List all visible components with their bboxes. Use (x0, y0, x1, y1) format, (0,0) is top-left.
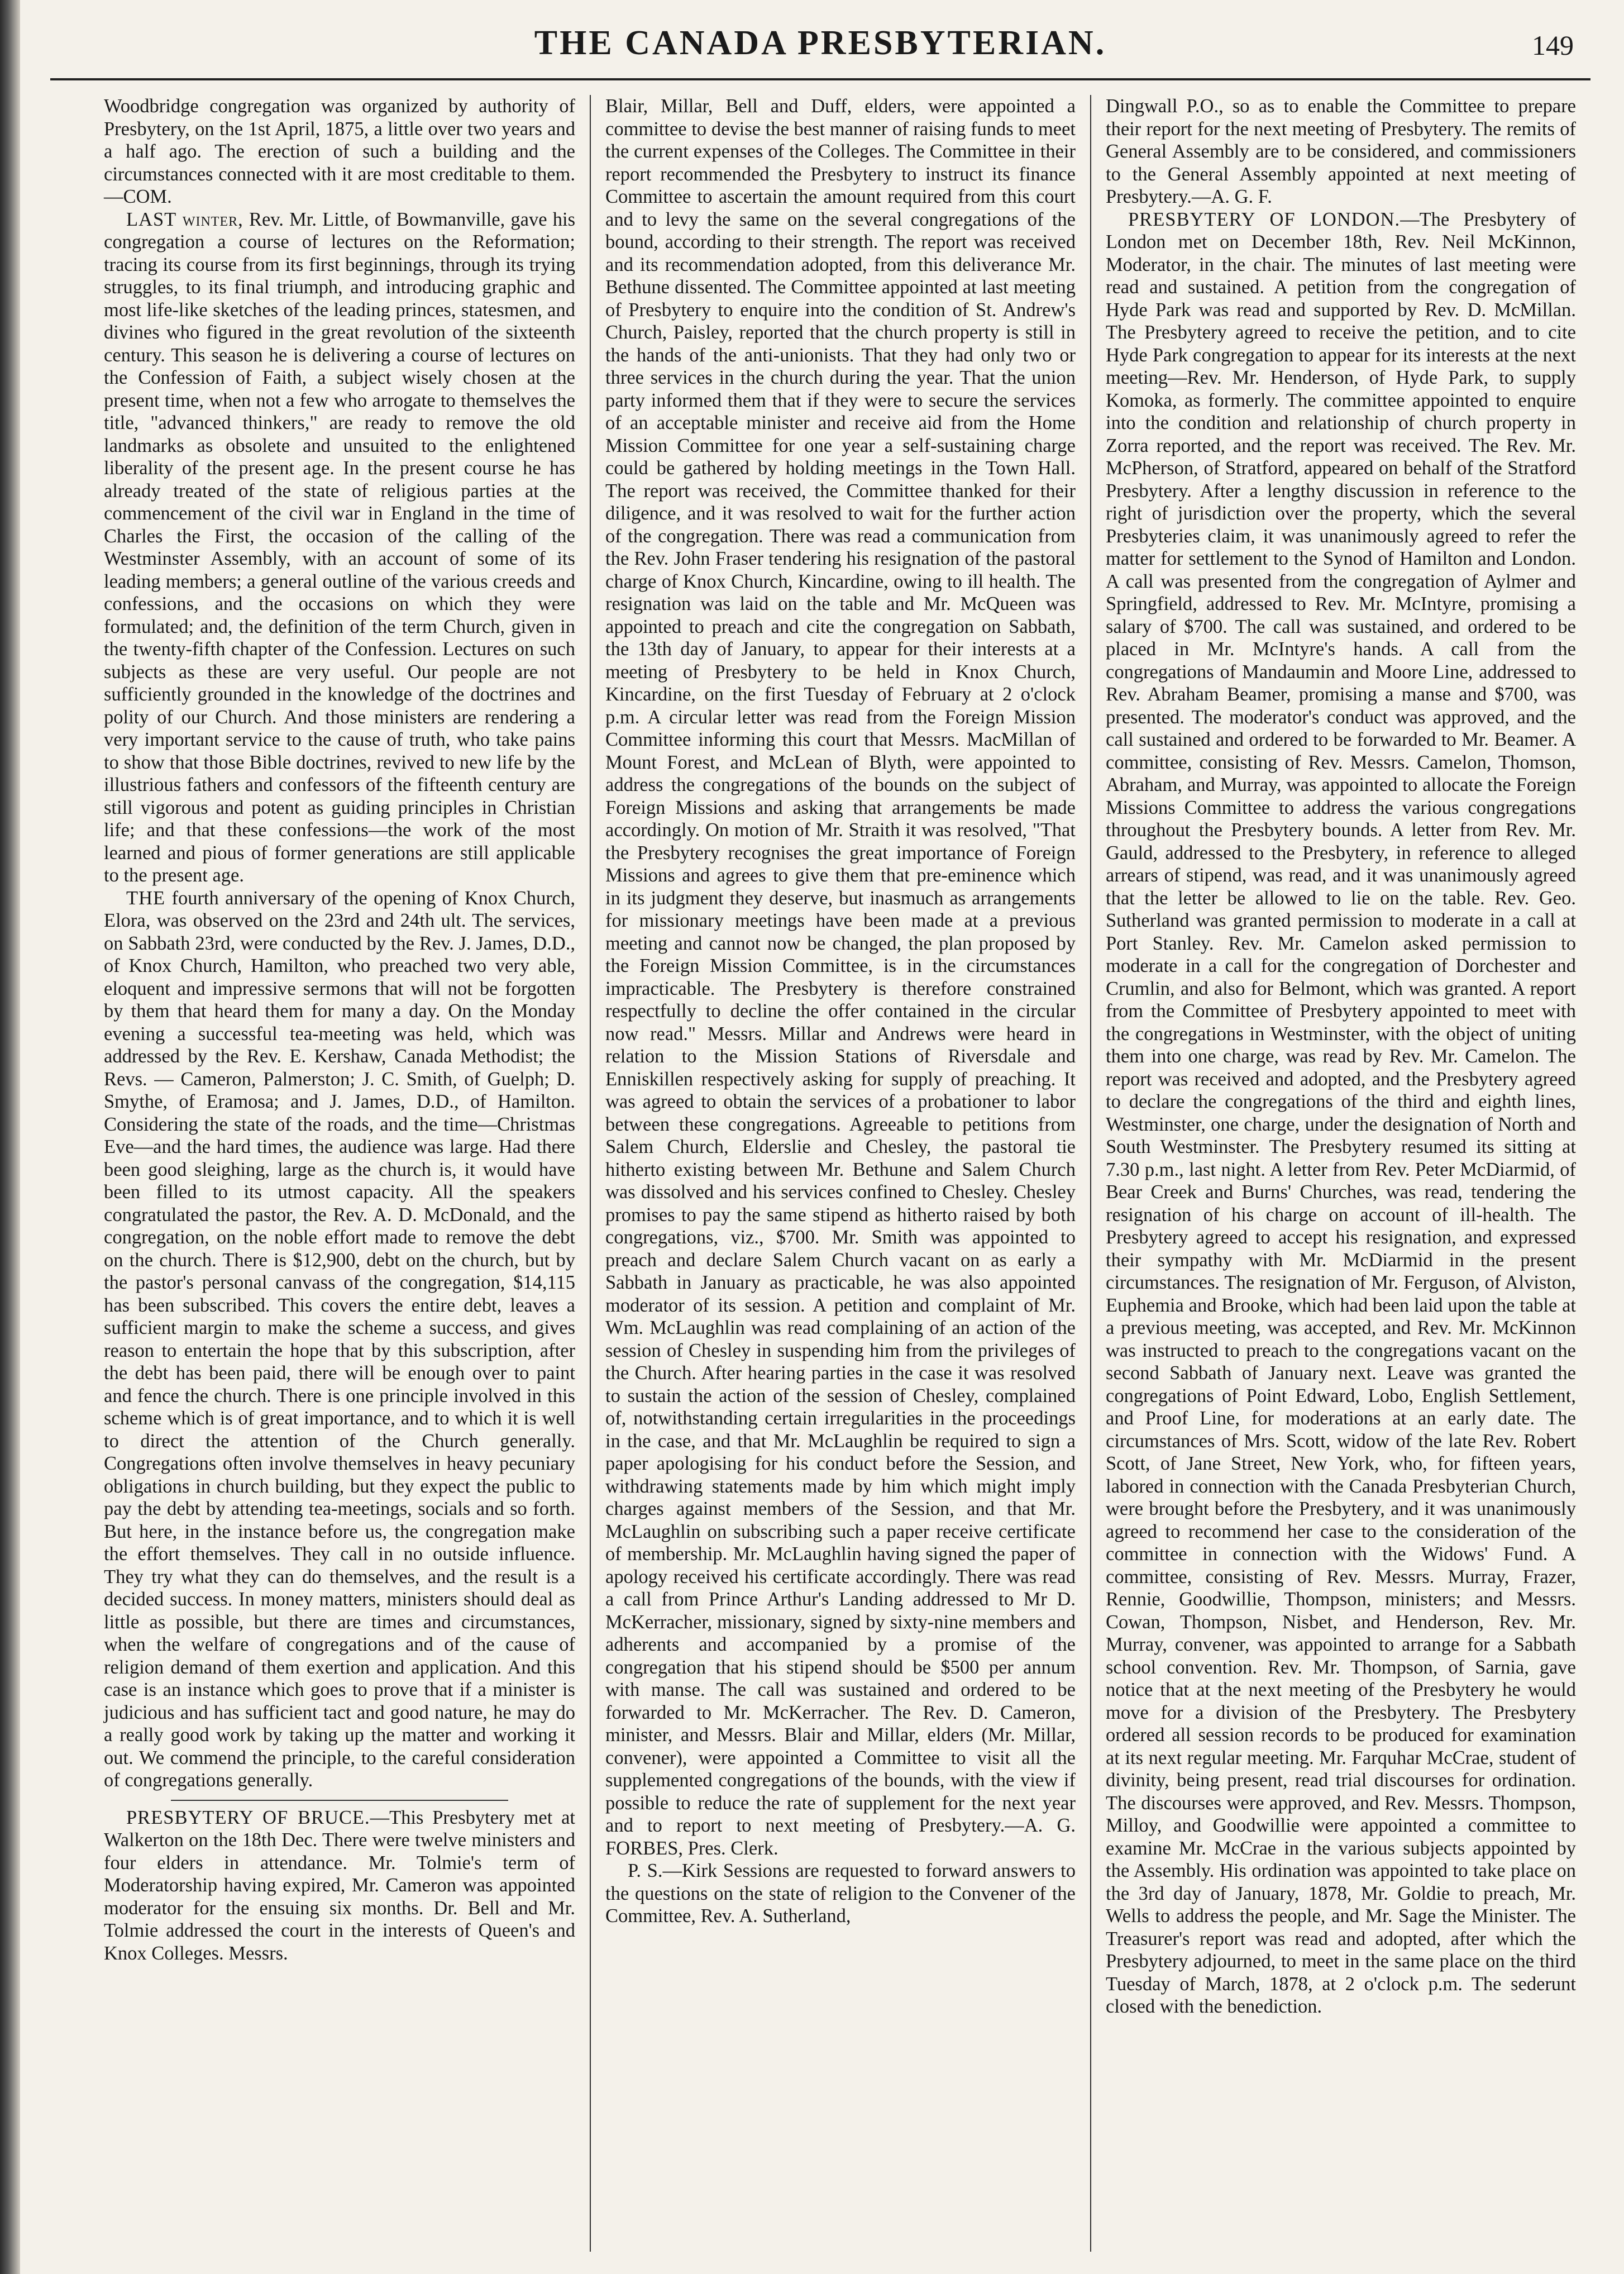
section-divider (171, 1800, 508, 1801)
bowmanville-lectures-paragraph (104, 208, 575, 887)
column-3 (1090, 95, 1590, 2252)
paragraph-lead: LAST winter, (126, 208, 243, 230)
column-2 (590, 95, 1090, 2252)
paragraph-body: —This Presbytery met at Walkerton on the 18th Dec. There were twelve ministers and four elders in attendance. Mr. Tolmie's term of Moderatorship having expired, Mr. Cameron was appointed moderator for the ensuing six months. Dr. Bell and Mr. Tolmie addressed the court in the interests of Queen's and Knox Colleges. Messrs. (104, 1806, 575, 1964)
woodbridge-paragraph: Woodbridge congregation was organized by authority of Presbytery, on the 1st April, 1875, a little over two years and a half ago. The erection of such a building and the circumstances connected with it are most creditable to them.—COM. (104, 96, 575, 207)
bruce-continued-paragraph: Blair, Millar, Bell and Duff, elders, were appointed a committee to devise the best manner of raising funds to meet the current expenses of the Colleges. The Committee in their report recommended the Presbytery to instruct its finance Committee to ascertain the amount required from this court and to levy the same on the several congregations of the bound, according to their strength. The report was received and its recommendation adopted, from this deliverance Mr. Bethune dissented. The Committee appointed at last meeting of Presbytery to enquire into the condition of St. Andrew's Church, Paisley, reported that the church property is still in the hands of the anti-unionists. That they had only two or three services in the church during the year. That the union party informed them that if they were to secure the services of an acceptable minister and receive aid from the Home Mission Committee for one year a self-sustaining charge could be gathered by holding meetings in the Town Hall. The report was received, the Committee thanked for their diligence, and it was resolved to wait for the further action of the congregation. There was read a communication from the Rev. John Fraser tendering his resignation of the pastoral charge of Knox Church, Kincardine, owing to ill health. The resignation was laid on the table and Mr. McQueen was appointed to preach and cite the congregation on Sabbath, the 13th day of January, to appear for their interests at a meeting of Presbytery to be held in Knox Church, Kincardine, on the first Tuesday of February at 2 o'clock p.m. A circular letter was read from the Foreign Mission Committee informing this court that Messrs. MacMillan of Mount Forest, and McLean of Blyth, were appointed to address the congregations of the bounds on the subject of Foreign Missions and asking that arrangements be made accordingly. On motion of Mr. Straith it was resolved, "That the Presbytery recognises the great importance of Foreign Missions and agrees to give them that pre-eminence which in its judgment they deserve, but inasmuch as arrangements for missionary meetings have been made at a previous meeting and cannot now be changed, the plan proposed by the Foreign Mission Committee, is in the circumstances impracticable. The Presbytery is therefore constrained respectfully to decline the offer contained in the circular now read." Messrs. Millar and Andrews were heard in relation to the Mission Stations of Riversdale and Enniskillen respectively asking for supply of preaching. It was agreed to obtain the services of a probationer to labor between these congregations. Agreeable to petitions from Salem Church, Elderslie and Chesley, the pastoral tie hitherto existing between Mr. Bethune and Salem Church was dissolved and his services confined to Chesley. Chesley promises to pay the same stipend as hitherto raised by both congregations, viz., $700. Mr. Smith was appointed to preach and declare Salem Church vacant on as early a Sabbath in January as practicable, he was also appointed moderator of its session. A petition and complaint of Mr. Wm. McLaughlin was read complaining of an action of the session of Chesley in suspending him from the privileges of the Church. After hearing parties in the case it was resolved to sustain the action of the session of Chesley, complained of, notwithstanding certain irregularities in the proceedings in the case, and that Mr. McLaughlin be required to sign a paper apologising for his conduct before the Session, and withdrawing statements made by him which might imply charges against members of the Session, and that Mr. McLaughlin on subscribing such a paper receive certificate of membership. Mr. McLaughlin having signed the paper of apology received his certificate accordingly. There was read a call from Prince Arthur's Landing addressed to Mr D. McKerracher, missionary, signed by sixty-nine members and adherents and accompanied by a promise of the congregation that his stipend should be $500 per annum with manse. The call was sustained and ordered to be forwarded to Mr. McKerracher. The Rev. D. Cameron, minister, and Messrs. Blair and Millar, elders (Mr. Millar, convener), were appointed a Committee to visit all the supplemented congregations of the bounds, with the view if possible to reduce the rate of supplement for the next year and to report to next meeting of Presbytery.—A. G. FORBES, Pres. Clerk. (605, 96, 1076, 1859)
book-binding-edge (0, 0, 20, 2274)
column-1 (89, 95, 590, 2252)
page-header (50, 17, 1590, 80)
section-heading: PRESBYTERY OF BRUCE. (126, 1806, 370, 1828)
paragraph-body: Rev. Mr. Little, of Bowmanville, gave his congregation a course of lectures on the Reformation; tracing its course from its first beginnings, through its trying struggles, to its final triumph, and introducing graphic and most life-like sketches of the leading princes, statesmen, and divines who figured in the great revolution of the sixteenth century. This season he is delivering a course of lectures on the Confession of Faith, a subject wisely chosen at the present time, when not a few who arrogate to themselves the title, "advanced thinkers," are ready to remove the old landmarks as obsolete and unsuited to the enlightened liberality of the present age. In the present course he has already treated of the state of religious parties at the commencement of the civil war in England in the time of Charles the First, the occasion of the calling of the Westminster Assembly, with an account of some of its leading members; a general outline of the various creeds and confessions, and the occasions on which they were formulated; and, the definition of the term Church, given in the twenty-fifth chapter of the Confession. Lectures on such subjects as these are very useful. Our people are not sufficiently grounded in the knowledge of the doctrines and polity of our Church. And those ministers are rendering a very important service to the cause of truth, who take pains to show that those Bible doctrines, revived to new life by the illustrious fathers and confessors of the fifteenth century are still vigorous and potent as guiding principles in Christian life; and that these confessions—the work of the most learned and pious of former generations are still applicable to the present age. (104, 208, 576, 886)
section-heading: PRESBYTERY OF LONDON. (1128, 208, 1401, 230)
postscript-paragraph: P. S.—Kirk Sessions are requested to forward answers to the questions on the state of religion to the Convener of the Committee, Rev. A. Sutherland, (605, 1860, 1076, 1927)
presbytery-of-london-paragraph (1106, 208, 1576, 2018)
paragraph-body: fourth anniversary of the opening of Knox Church, Elora, was observed on the 23rd and 24th ult. The services, on Sabbath 23rd, were conducted by the Rev. J. James, D.D., of Knox Church, Hamilton, who preached two very able, eloquent and impressive sermons that will not be forgotten by them that heard them for many a day. On the Monday evening a successful tea-meeting was held, which was addressed by the Rev. E. Kershaw, Canada Methodist; the Revs. — Cameron, Palmerston; J. C. Smith, of Guelph; D. Smythe, of Eramosa; and J. James, D.D., of Hamilton. Considering the state of the roads, and the time—Christmas Eve—and the hard times, the audience was large. Had there been good sleighing, large as the church is, it would have been filled to its utmost capacity. All the speakers congratulated the pastor, the Rev. A. D. McDonald, and the congregation, on the noble effort made to remove the debt on the church. There is $12,900, debt on the church, but by the pastor's personal canvass of the congregation, $14,115 has been subscribed. This covers the entire debt, leaves a sufficient margin to make the scheme a success, and gives reason to entertain the hope that by this subscription, after the debt has been paid, there will be enough over to paint and fence the church. There is one principle involved in this scheme which is of great importance, and to which it is well to direct the attention of the Church generally. Congregations often involve themselves in heavy pecuniary obligations in church building, but they expect the public to pay the debt by attending tea-meetings, socials and so forth. But here, in the instance before us, the congregation make the effort themselves. They call in no outside influence. They try what they can do themselves, and the result is a decided success. In money matters, ministers should deal as little as possible, but there are times and circumstances, when the welfare of congregations and of the cause of religion demand of them exertion and application. And this case is an instance which goes to prove that if a minister is judicious and has sufficient tact and good nature, he may do a really good work by taking up the matter and working it out. We commend the principle, to the careful consideration of congregations generally. (104, 887, 575, 1791)
knox-church-elora-paragraph (104, 887, 575, 1792)
presbytery-of-bruce-paragraph (104, 1806, 575, 1965)
dingwall-paragraph: Dingwall P.O., so as to enable the Committee to prepare their report for the next meeting of Presbytery. The remits of General Assembly are to be considered, and commissioners to the General Assembly appointed at next meeting of Presbytery.—A. G. F. (1106, 96, 1576, 207)
article-columns (89, 95, 1590, 2252)
page-number: 149 (1532, 30, 1574, 61)
paragraph-body: —The Presbytery of London met on December 18th, Rev. Neil McKinnon, Moderator, in the chair. The minutes of last meeting were read and sustained. A petition from the congregation of Hyde Park was read and supported by Rev. D. McMillan. The Presbytery agreed to receive the petition, and to cite Hyde Park congregation to appear for its interests at the next meeting—Rev. Mr. Henderson, of Hyde Park, to supply Komoka, as formerly. The committee appointed to enquire into the condition and relationship of church property in Zorra reported, and the report was received. The Rev. Mr. McPherson, of Stratford, appeared on behalf of the Stratford Presbytery. After a lengthy discussion in reference to the right of jurisdiction over the property, which the several Presbyteries claim, it was unanimously agreed to refer the matter for settlement to the Synod of Hamilton and London. A call was presented from the congregation of Aylmer and Springfield, addressed to Rev. Mr. McIntyre, promising a salary of $700. The call was sustained, and ordered to be placed in Mr. McIntyre's hands. A call from the congregations of Mandaumin and Moore Line, addressed to Rev. Abraham Beamer, promising a manse and $700, was presented. The moderator's conduct was approved, and the call sustained and ordered to be forwarded to Mr. Beamer. A committee, consisting of Rev. Messrs. Camelon, Thomson, Abraham, and Murray, was appointed to allocate the Foreign Missions Committee to address the various congregations throughout the Presbytery bounds. A letter from Rev. Mr. Gauld, addressed to the Presbytery, in reference to alleged arrears of stipend, was read, and it was unanimously agreed that the letter be allowed to lie on the table. Rev. Geo. Sutherland was granted permission to moderate in a call at Port Stanley. Rev. Mr. Camelon asked permission to moderate in a call for the congregation of Dorchester and Crumlin, and also for Belmont, which was granted. A report from the Committee of Presbytery appointed to meet with the congregations in Westminster, with the object of uniting them into one charge, was read by Rev. Mr. Camelon. The report was received and adopted, and the Presbytery agreed to declare the congregations of the third and eighth lines, Westminster, one charge, under the designation of North and South Westminster. The Presbytery resumed its sitting at 7.30 p.m., last night. A letter from Rev. Peter McDiarmid, of Bear Creek and Burns' Churches, was read, tendering the resignation of his charge on account of ill-health. The Presbytery agreed to accept his resignation, and expressed their sympathy with Mr. McDiarmid in the present circumstances. The resignation of Mr. Ferguson, of Alviston, Euphemia and Brooke, which had been laid upon the table at a previous meeting, was accepted, and Rev. Mr. McKinnon was instructed to preach to the congregations vacant on the second Sabbath of January next. Leave was granted the congregations of Point Edward, Lobo, English Settlement, and Proof Line, for moderations at an early date. The circumstances of Mrs. Scott, widow of the late Rev. Robert Scott, of Jane Street, New York, who, for fifteen years, labored in connection with the Canada Presbyterian Church, were brought before the Presbytery, and it was unanimously agreed to recommend her case to the consideration of the committee in connection with the Widows' Fund. A committee, consisting of Rev. Messrs. Murray, Frazer, Rennie, Goodwillie, Thompson, ministers; and Messrs. Cowan, Thompson, Nisbet, and Henderson, Rev. Mr. Murray, convener, was appointed to arrange for a Sabbath school convention. Rev. Mr. Thompson, of Sarnia, gave notice that at the next meeting of the Presbytery he would move for a division of the Presbytery. The Presbytery ordered all session records to be produced for examination at its next regular meeting. Mr. Farquhar McCrae, student of divinity, being present, read trial discourses for ordination. The discourses were approved, and Rev. Messrs. Thompson, Milloy, and Goodwillie were appointed a committee to examine Mr. McCrae in the various subjects appointed by the Assembly. His ordination was appointed to take place on the 3rd day of January, 1878, Mr. Goldie to preach, Mr. Wells to address the people, and Mr. Sage the Minister. The Treasurer's report was read and adopted, after which the Presbytery adjourned, to meet in the same place on the third Tuesday of March, 1878, at 2 o'clock p.m. The sederunt closed with the benediction. (1106, 208, 1576, 2017)
paragraph-lead: THE (126, 887, 166, 909)
masthead-title: THE CANADA PRESBYTERIAN. (534, 24, 1107, 62)
